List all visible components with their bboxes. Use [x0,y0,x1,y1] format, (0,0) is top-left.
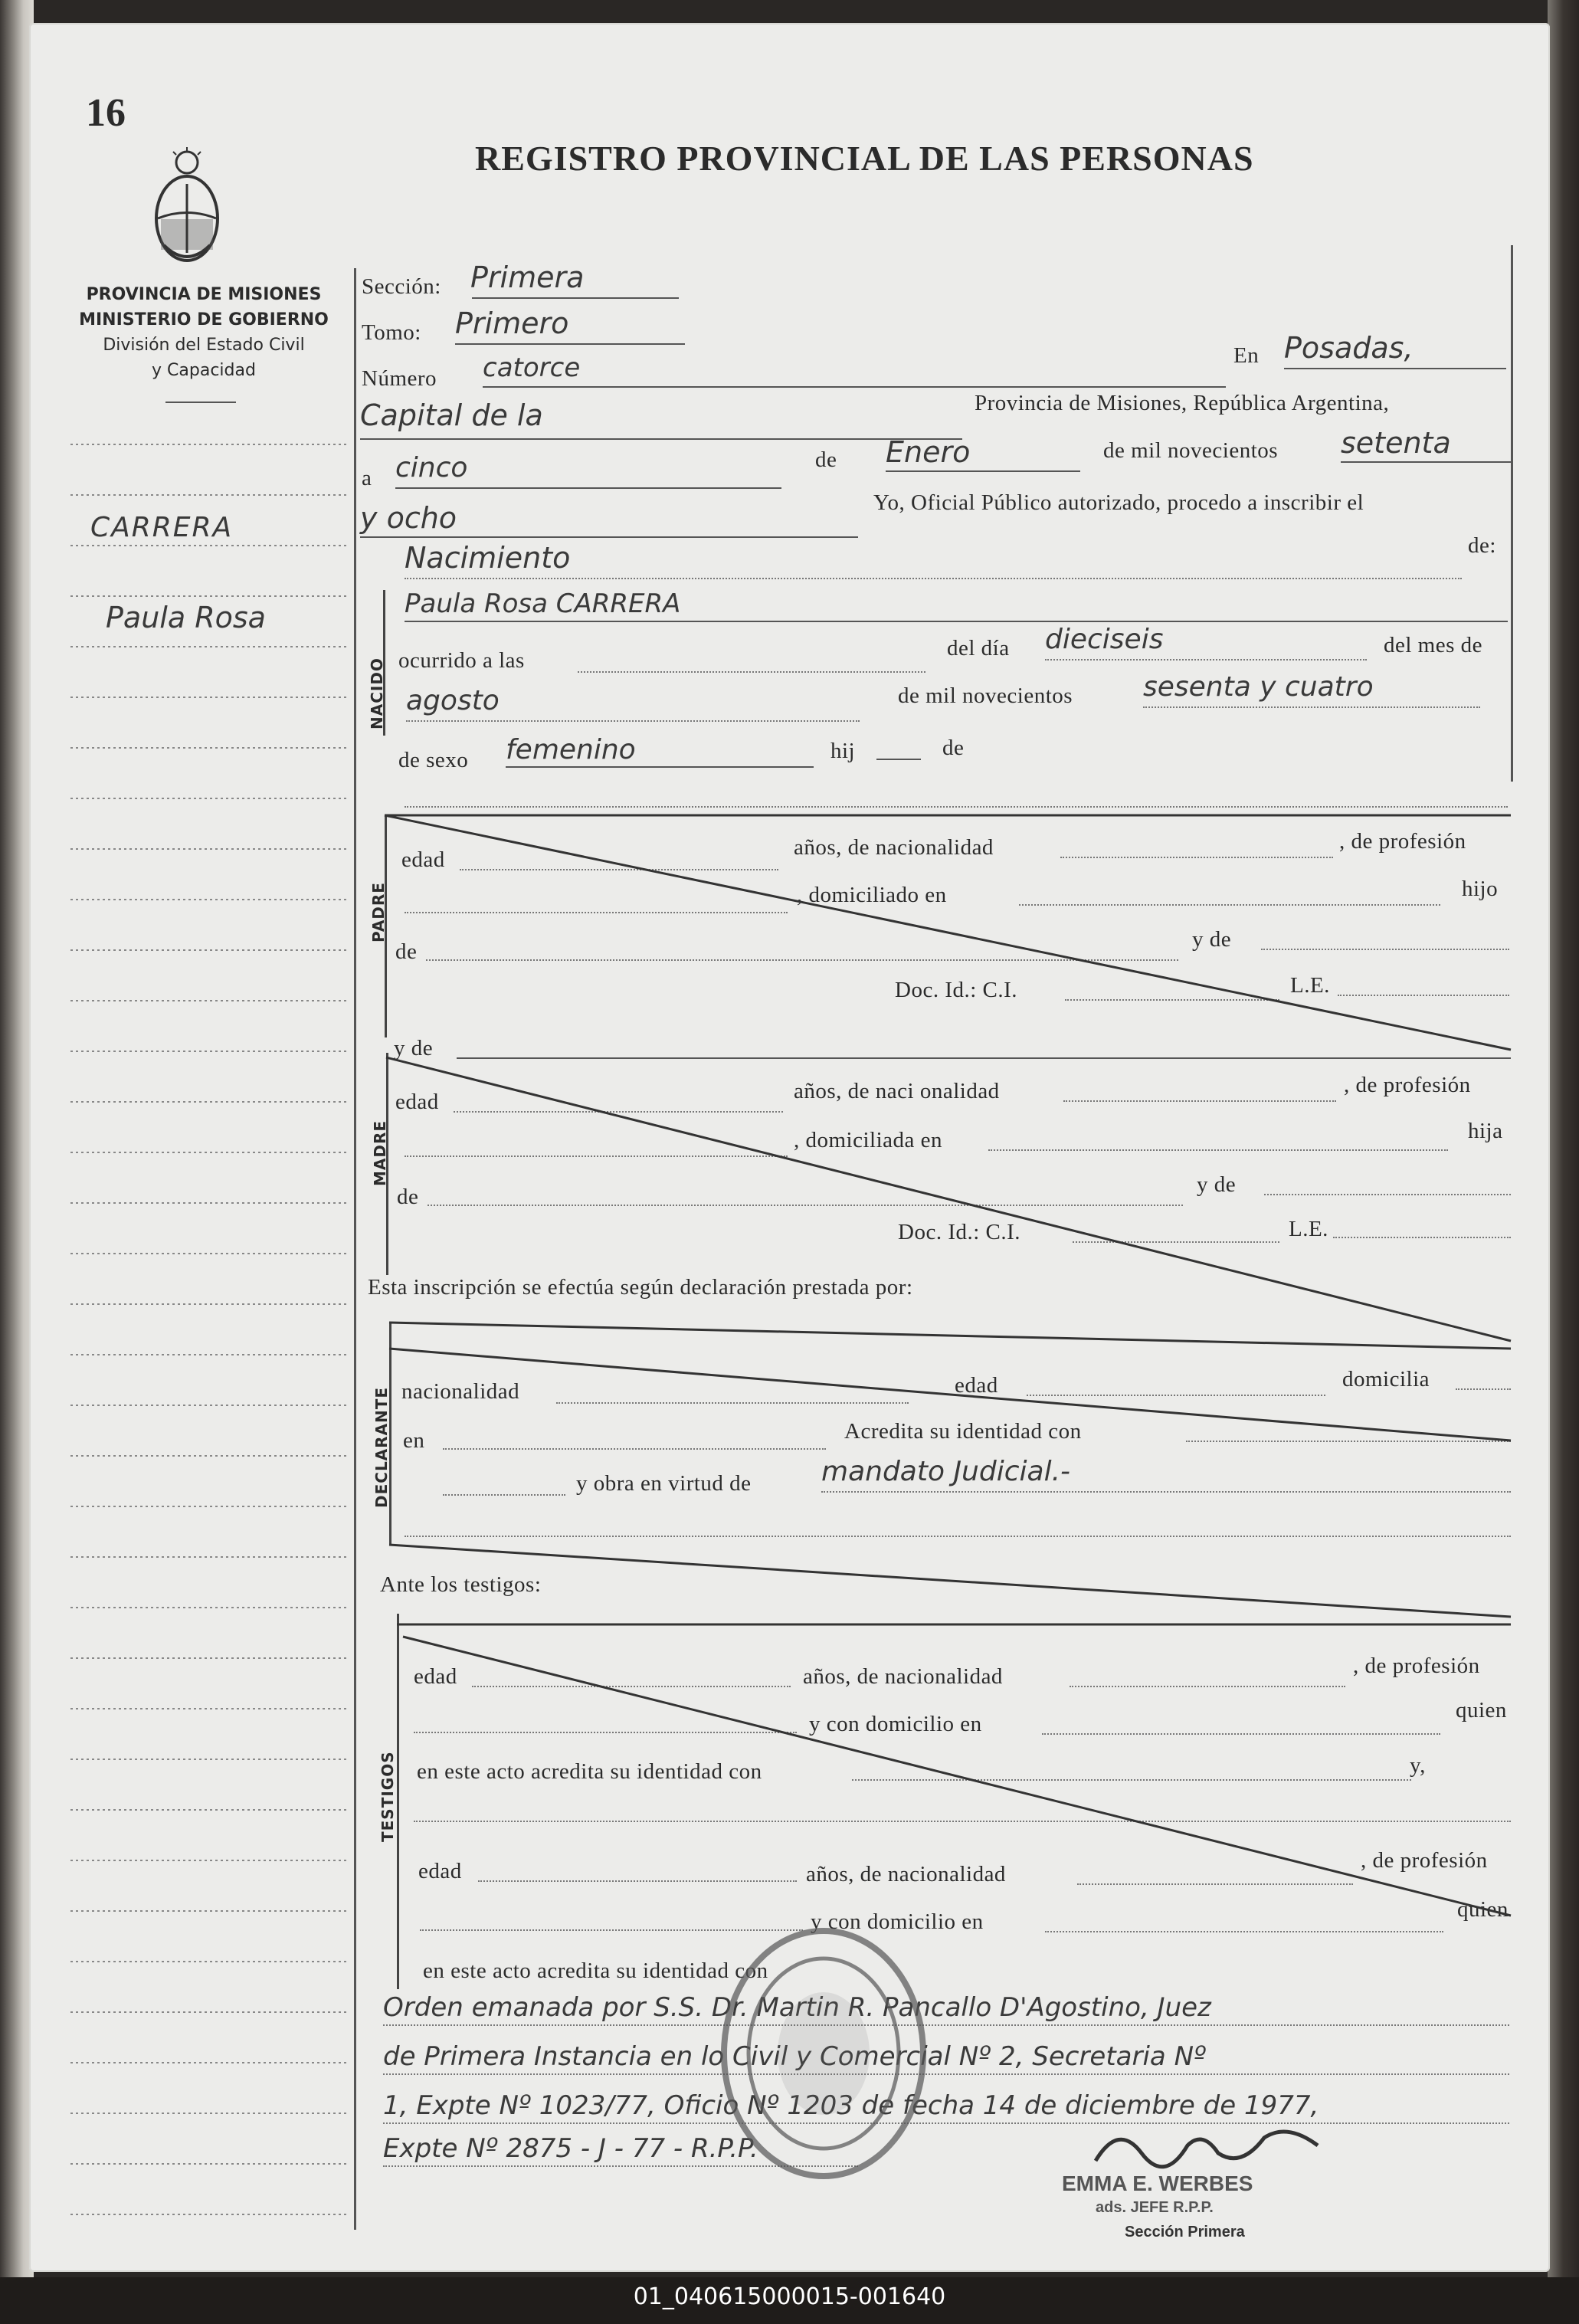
testigo1-anios-nac-label: años, de nacionalidad [803,1664,1003,1689]
provincia-label: Provincia de Misiones, República Argentina, [975,391,1390,415]
padre-anios-nac-label: años, de nacionalidad [794,835,994,860]
page-title: REGISTRO PROVINCIAL DE LAS PERSONAS [475,139,1254,178]
padre-hijo-label: hijo [1462,877,1499,901]
hij-label: hij [830,739,856,763]
declarante-edad-label: edad [955,1373,998,1398]
header-province: PROVINCIA DE MISIONES [86,285,322,304]
declarante-domicilia-label: domicilia [1342,1367,1430,1391]
padre-label: PADRE [369,882,388,942]
tomo-label: Tomo: [362,320,421,345]
testigo1-edad-label: edad [414,1664,457,1689]
declaracion-label: Esta inscripción se efectúa según declaración prestada por: [368,1275,913,1300]
file-id: 01_040615000015-001640 [633,2283,946,2310]
margin-given-names: Paula Rosa [106,601,266,634]
nota-line4: Expte Nº 2875 - J - 77 - R.P.P. [383,2133,758,2164]
padre-edad-label: edad [401,847,445,872]
padre-domiciliado-label: , domiciliado en [797,883,947,907]
padre-de-label: de [395,939,418,964]
header-division: División del Estado Civil [103,336,305,355]
anio-value: setenta [1341,426,1451,460]
nacido-nombre: Paula Rosa CARRERA [405,588,681,619]
del-dia-label: del día [947,636,1010,660]
official-seal-stamp [713,1923,935,2184]
testigo1-profesion-label: , de profesión [1353,1654,1480,1678]
madre-y-de-label-2: y de [1197,1172,1237,1197]
declarante-en-label: en [403,1428,425,1453]
dia-value: cinco [395,452,468,483]
nacido-sexo: femenino [506,734,636,765]
testigo1-domicilio-label: y con domicilio en [809,1712,982,1736]
padre-le-label: L.E. [1290,973,1330,998]
madre-y-de-label: y de [394,1036,434,1060]
nacido-mes: agosto [406,685,500,716]
testigo1-quien-label: quien [1456,1698,1507,1723]
page-number: 16 [86,91,126,135]
sexo-label: de sexo [398,748,469,772]
madre-anios-nac-label: años, de naci onalidad [794,1079,1000,1103]
de-label: de [815,447,837,472]
declarante-label: DECLARANTE [372,1386,391,1508]
madre-edad-label: edad [395,1090,439,1114]
header-ministry: MINISTERIO DE GOBIERNO [79,310,329,329]
ante-testigos-label: Ante los testigos: [380,1572,542,1597]
madre-profesion-label: , de profesión [1344,1073,1471,1097]
nacido-anio: sesenta y cuatro [1143,671,1374,703]
a-label: a [362,466,372,490]
declarante-mandato: mandato Judicial.- [821,1456,1071,1487]
testigos-label: TESTIGOS [378,1751,397,1842]
madre-le-label: L.E. [1289,1217,1328,1241]
testigo2-acredita-label: en este acto acredita su identidad con [423,1959,768,1983]
numero-value: catorce [483,352,581,383]
de-colon-label: de: [1468,533,1496,558]
tomo-value: Primero [455,306,569,340]
anio-label: de mil novecientos [1103,438,1279,463]
testigo2-edad-label: edad [418,1859,462,1883]
margin-surname: CARRERA [90,512,234,543]
firma-cargo: ads. JEFE R.P.P. [1096,2199,1214,2216]
en-value: Posadas, [1284,331,1414,365]
nota-line2: de Primera Instancia en lo Civil y Comercial Nº 2, Secretaria Nº [383,2041,1207,2072]
header-capacity: y Capacidad [152,361,256,380]
testigo2-quien-label: quien [1457,1897,1509,1922]
firma-name: EMMA E. WERBES [1062,2172,1253,2195]
madre-hija-label: hija [1468,1119,1503,1143]
ocurrido-label: ocurrido a las [398,648,525,673]
padre-profesion-label: , de profesión [1339,829,1466,854]
anio2-value: y ocho [360,501,457,535]
declarante-acredita-label: Acredita su identidad con [844,1419,1082,1444]
testigo2-domicilio-label: y con domicilio en [811,1909,984,1934]
madre-label: MADRE [371,1119,389,1186]
padre-y-de-label: y de [1192,927,1232,952]
seccion-label: Sección: [362,274,441,299]
madre-domiciliada-label: , domiciliada en [794,1128,943,1152]
testigo1-y-label: y, [1410,1753,1426,1778]
tipo-value: Nacimiento [405,541,571,575]
capital-value: Capital de la [360,398,543,432]
firma-seccion: Sección Primera [1125,2224,1245,2240]
madre-doc-label: Doc. Id.: C.I. [898,1220,1021,1244]
nota-line3: 1, Expte Nº 1023/77, Oficio Nº 1203 de fecha 14 de diciembre de 1977, [383,2090,1319,2121]
numero-label: Número [362,366,437,391]
nacido-de-label: de [942,736,965,760]
testigo1-acredita-label: en este acto acredita su identidad con [417,1759,762,1784]
del-mes-label: del mes de [1384,633,1483,657]
testigo2-anios-nac-label: años, de nacionalidad [806,1862,1006,1886]
testigo2-profesion-label: , de profesión [1361,1848,1488,1873]
nacido-anio-label: de mil novecientos [898,683,1073,708]
signature-mark [1088,2115,1348,2176]
padre-doc-label: Doc. Id.: C.I. [895,978,1018,1002]
nota-line1: Orden emanada por S.S. Dr. Martin R. Pancallo D'Agostino, Juez [383,1992,1211,2023]
declarante-nacionalidad-label: nacionalidad [401,1379,520,1404]
nacido-dia: dieciseis [1045,624,1164,655]
en-label: En [1233,343,1260,368]
nacido-label: NACIDO [368,657,386,729]
mes-value: Enero [886,435,971,469]
seccion-value: Primera [470,261,585,294]
declarante-obra-label: y obra en virtud de [576,1471,752,1496]
madre-de-label: de [397,1185,419,1209]
oficial-label: Yo, Oficial Público autorizado, procedo a inscribir el [873,490,1364,515]
